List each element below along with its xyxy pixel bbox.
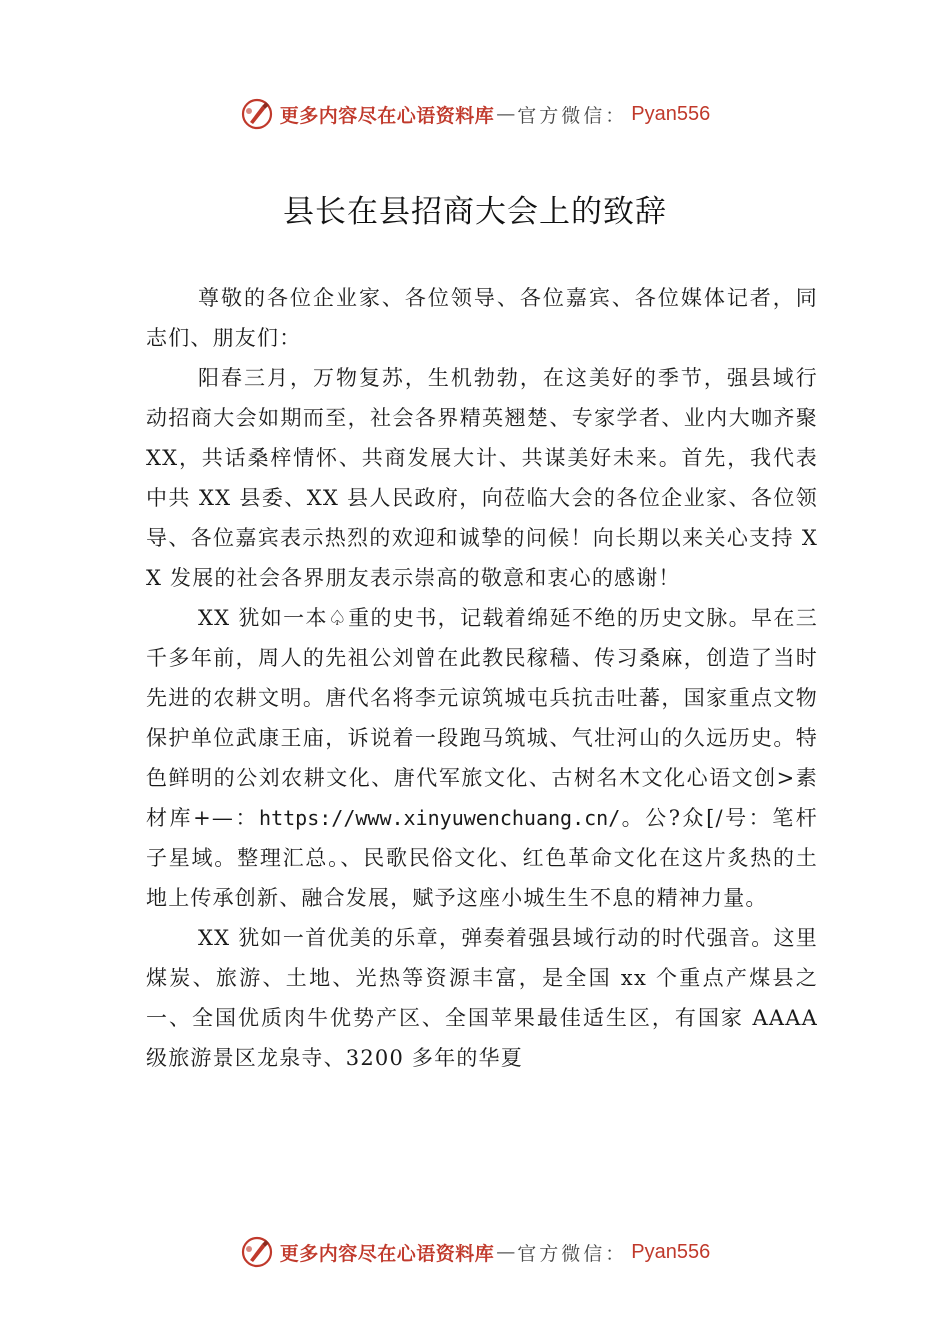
pen-logo-icon	[240, 97, 274, 131]
banner-library-text: 更多内容尽在心语资料库	[279, 104, 495, 127]
paragraph-history	[146, 598, 818, 918]
banner-library-text: 更多内容尽在心语资料库	[279, 1242, 495, 1265]
history-tail: 。公?众[/号：笔杆子星域。整理汇总。、民歌民俗文化、红色革命文化在这片炙热的土地上传承创新、融合发展，赋予这座小城生生不息的精神力量。	[146, 806, 818, 910]
odd-glyph: ♤	[327, 606, 349, 630]
paragraph-welcome: 阳春三月，万物复苏，生机勃勃，在这美好的季节，强县域行动招商大会如期而至，社会各界精英翘楚、专家学者、业内大咖齐聚 XX，共话桑梓情怀、共商发展大计、共谋美好未来。首先，我代表中共 XX 县委、XX 县人民政府，向莅临大会的各位企业家、各位领导、各位嘉宾表示热烈的欢迎和诚挚的问候！向长期以来关心支持 XX 发展的社会各界朋友表示崇高的敬意和衷心的感谢！	[146, 366, 818, 590]
document-title: 县长在县招商大会上的致辞	[283, 194, 667, 230]
paragraph-resources: XX 犹如一首优美的乐章，弹奏着强县域行动的时代强音。这里煤炭、旅游、土地、光热等资源丰富，是全国 xx 个重点产煤县之一、全国优质肉牛优势产区、全国苹果最佳适生区，有国家 AAAA 级旅游景区龙泉寺、3200 多年的华夏	[146, 926, 818, 1070]
history-lead: XX 犹如一本	[198, 606, 328, 630]
banner-dash: —	[496, 1241, 516, 1263]
website-link[interactable]: https://www.xinyuwenchuang.cn/	[259, 806, 621, 830]
banner-wechat-id: Pyan556	[631, 1240, 711, 1263]
pen-logo-icon	[240, 1235, 274, 1269]
header-watermark-banner	[0, 94, 950, 134]
banner-wechat-label: 官方微信：	[517, 104, 628, 127]
paragraph-salutation: 尊敬的各位企业家、各位领导、各位嘉宾、各位媒体记者，同志们、朋友们：	[146, 286, 818, 350]
banner-dash: —	[496, 103, 516, 125]
banner-wechat-label: 官方微信：	[517, 1242, 628, 1265]
history-main: 重的史书，记载着绵延不绝的历史文脉。早在三千多年前，周人的先祖公刘曾在此教民稼穑、传习桑麻，创造了当时先进的农耕文明。唐代名将李元谅筑城屯兵抗击吐蕃，国家重点文物保护单位武康王庙，诉说着一段跑马筑城、气壮河山的久远历史。特色鲜明的公刘农耕文化、唐代军旅文化、古树名木文化心语文创>素材库+—：	[146, 606, 819, 830]
document-body	[146, 278, 818, 1078]
banner-wechat-id: Pyan556	[631, 102, 711, 125]
footer-watermark-banner	[0, 1232, 950, 1272]
